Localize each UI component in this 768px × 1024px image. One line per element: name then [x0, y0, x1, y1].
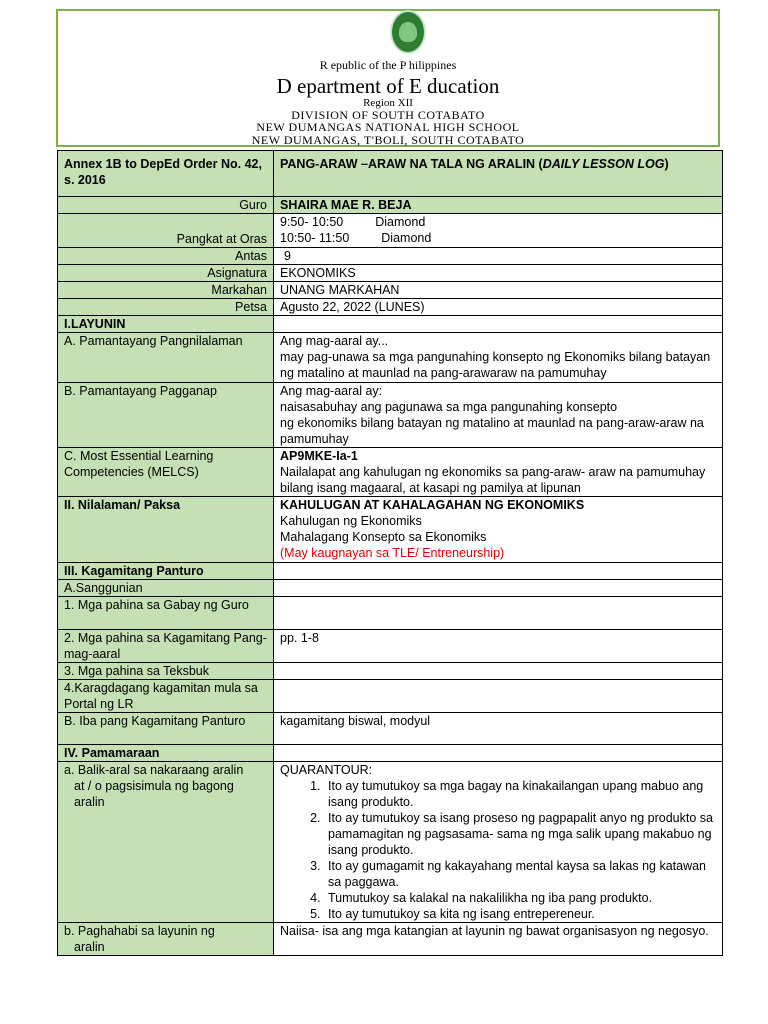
pamamaraan-heading: IV. Pamamaraan: [58, 745, 274, 762]
table-row: [58, 923, 723, 956]
nilalaman-label: II. Nilalaman/ Paksa: [58, 497, 274, 563]
deped-seal-icon: [390, 10, 426, 54]
table-row: [58, 745, 723, 762]
iba-value: kagamitang biswal, modyul: [274, 713, 723, 745]
sanggunian-label: A.Sanggunian: [58, 580, 274, 597]
nilalaman-line-1: Kahulugan ng Ekonomiks: [280, 514, 422, 528]
pangnilalaman-value: [274, 333, 723, 383]
table-row: [58, 663, 723, 680]
kagamitan-heading: III. Kagamitang Panturo: [58, 563, 274, 580]
antas-label: Antas: [58, 248, 274, 265]
table-row: [58, 197, 723, 214]
address-text: NEW DUMANGAS, T'BOLI, SOUTH COTABATO: [251, 133, 525, 146]
table-row: [58, 248, 723, 265]
nilalaman-title: KAHULUGAN AT KAHALAGAHAN NG EKONOMIKS: [280, 498, 585, 512]
table-row: [58, 563, 723, 580]
pangnilalaman-line-2: may pag-unawa sa mga pangunahing konsepto ng Ekonomiks bilang batayan ng matalino at maunlad na pang-arawaraw na pamumuhay: [280, 350, 711, 380]
kagamitan-mag-value: pp. 1-8: [274, 630, 723, 663]
karagdagang-label: 4.Karagdagang kagamitan mula sa Portal ng LR: [58, 680, 274, 713]
table-row: [58, 580, 723, 597]
table-row: [58, 282, 723, 299]
quarantour-title: QUARANTOUR:: [280, 763, 373, 777]
list-item: 5. Ito ay tumutukoy sa kita ng isang entrepereneur.: [324, 906, 716, 922]
guro-label: Guro: [58, 197, 274, 214]
balik-label-line-1: a. Balik-aral sa nakaraang aralin: [64, 763, 244, 777]
paghahabi-label-line-2: aralin: [74, 940, 105, 954]
pagganap-line-1: Ang mag-aaral ay:: [280, 384, 383, 398]
pangkat-section-2: Diamond: [381, 231, 432, 245]
markahan-value: UNANG MARKAHAN: [274, 282, 723, 299]
paghahabi-label-line-1: b. Paghahabi sa layunin ng: [64, 924, 215, 938]
quarantour-list: [280, 778, 716, 922]
pagganap-value: [274, 383, 723, 448]
pangkat-time-2: 10:50- 11:50: [280, 231, 350, 245]
petsa-value: Agusto 22, 2022 (LUNES): [274, 299, 723, 316]
balik-label-line-2: at / o pagsisimula ng bagong aralin: [74, 779, 234, 809]
list-item: 3. Ito ay gumagamit ng kakayahang mental kaysa sa lakas ng katawan sa paggawa.: [324, 858, 716, 890]
kagamitan-mag-label: 2. Mga pahina sa Kagamitang Pang-mag-aaral: [58, 630, 274, 663]
asignatura-value: EKONOMIKS: [274, 265, 723, 282]
title-main: PANG-ARAW –ARAW NA TALA NG ARALIN (: [280, 157, 543, 171]
melcs-value: [274, 448, 723, 497]
school-text: NEW DUMANGAS NATIONAL HIGH SCHOOL: [256, 120, 520, 134]
table-row: [58, 316, 723, 333]
melcs-text: Nailalapat ang kahulugan ng ekonomiks sa pang-araw- araw na pamumuhay bilang isang magaaral, at kasapi ng pamilya at lipunan: [280, 465, 706, 495]
melcs-code: AP9MKE-Ia-1: [280, 449, 358, 463]
republic-text: R epublic of the P hilippines: [319, 58, 457, 72]
division-text: DIVISION OF SOUTH COTABATO: [291, 108, 485, 122]
table-row: [58, 333, 723, 383]
daily-lesson-log-table: [57, 150, 723, 956]
nilalaman-line-3: (May kaugnayan sa TLE/ Entreneurship): [280, 546, 505, 560]
pagganap-line-3: ng ekonomiks bilang batayan ng matalino at maunlad na pang-araw-araw na pamumuhay: [280, 416, 704, 446]
table-row: [58, 448, 723, 497]
pangnilalaman-label: A. Pamantayang Pangnilalaman: [58, 333, 274, 383]
table-row: [58, 630, 723, 663]
petsa-label: Petsa: [58, 299, 274, 316]
table-row: [58, 497, 723, 563]
list-item: 1. Ito ay tumutukoy sa mga bagay na kinakailangan upang mabuo ang isang produkto.: [324, 778, 716, 810]
table-row: [58, 383, 723, 448]
pagganap-label: B. Pamantayang Pagganap: [58, 383, 274, 448]
table-row: [58, 151, 723, 197]
pangkat-time-1: 9:50- 10:50: [280, 215, 344, 229]
balik-label: [58, 762, 274, 923]
asignatura-label: Asignatura: [58, 265, 274, 282]
antas-value: 9: [274, 248, 723, 265]
nilalaman-line-2: Mahalagang Konsepto sa Ekonomiks: [280, 530, 487, 544]
markahan-label: Markahan: [58, 282, 274, 299]
list-item: 2. Ito ay tumutukoy sa isang proseso ng pagpapalit anyo ng produkto sa pamamagitan ng pagsasama- sama ng mga salik upang makabuo ng isang produkto.: [324, 810, 716, 858]
table-row: [58, 680, 723, 713]
nilalaman-value: [274, 497, 723, 563]
pangkat-value: [274, 214, 723, 248]
title-cell: [274, 151, 723, 197]
region-text: Region XII: [363, 97, 413, 109]
teksbuk-label: 3. Mga pahina sa Teksbuk: [58, 663, 274, 680]
table-row: [58, 265, 723, 282]
pangkat-label: Pangkat at Oras: [58, 214, 274, 248]
pangkat-section-1: Diamond: [375, 215, 426, 229]
title-end: ): [664, 157, 669, 171]
layunin-heading: I.LAYUNIN: [58, 316, 274, 333]
list-item: 4. Tumutukoy sa kalakal na nakalilikha ng iba pang produkto.: [324, 890, 716, 906]
title-italic: DAILY LESSON LOG: [542, 157, 665, 171]
paghahabi-label: [58, 923, 274, 956]
melcs-label: C. Most Essential Learning Competencies (MELCS): [58, 448, 274, 497]
gabay-label: 1. Mga pahina sa Gabay ng Guro: [58, 597, 274, 630]
table-row: [58, 299, 723, 316]
balik-value: [274, 762, 723, 923]
table-row: [58, 214, 723, 248]
pangnilalaman-line-1: Ang mag-aaral ay...: [280, 334, 389, 348]
iba-label: B. Iba pang Kagamitang Panturo: [58, 713, 274, 745]
table-row: [58, 713, 723, 745]
department-title: D epartment of E ducation: [276, 74, 500, 98]
table-row: [58, 762, 723, 923]
annex-cell: Annex 1B to DepEd Order No. 42, s. 2016: [58, 151, 274, 197]
pagganap-line-2: naisasabuhay ang pagunawa sa mga pangunahing konsepto: [280, 400, 618, 414]
table-row: [58, 597, 723, 630]
guro-value: SHAIRA MAE R. BEJA: [274, 197, 723, 214]
paghahabi-value: Naiisa- isa ang mga katangian at layunin ng bawat organisasyon ng negosyo.: [274, 923, 723, 956]
